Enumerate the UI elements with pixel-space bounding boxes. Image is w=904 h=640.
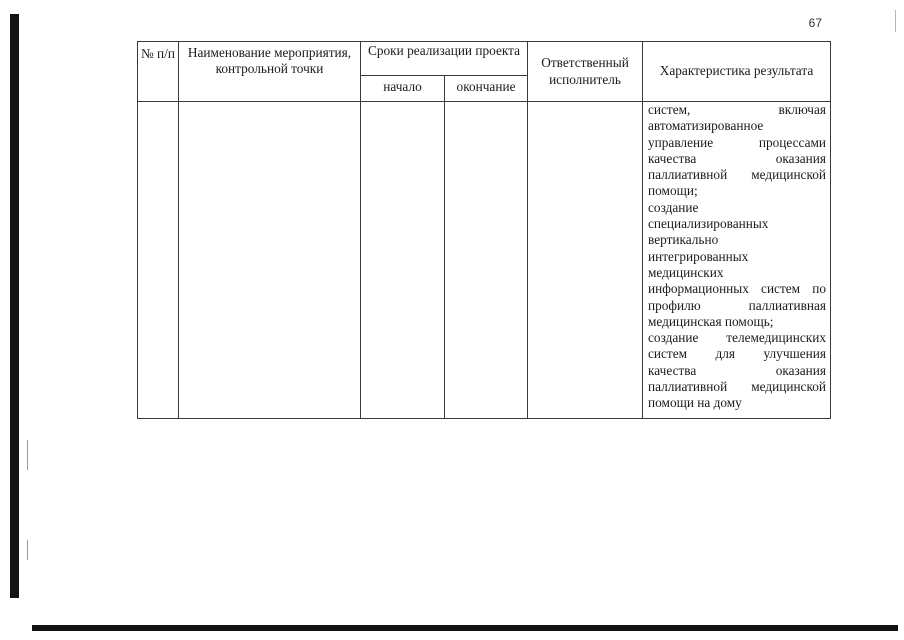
result-line: управление процессами [648, 134, 827, 150]
result-line: автоматизированное [648, 118, 764, 134]
header-terms: Сроки реализации проекта [361, 42, 528, 76]
table-row [138, 102, 831, 419]
result-line: паллиативной медицинской [648, 167, 827, 183]
result-line: паллиативной медицинской [648, 379, 827, 395]
cell-result [643, 102, 831, 419]
scan-speck [895, 10, 896, 32]
cell-event-name [179, 102, 361, 419]
result-line: качества оказания [648, 150, 827, 166]
scan-edge-bottom [32, 625, 898, 631]
result-line: помощи; [648, 183, 698, 199]
result-description [648, 102, 826, 412]
header-result: Характеристика результата [643, 42, 831, 102]
result-line: систем для улучшения [648, 346, 827, 362]
result-line: создание [648, 199, 699, 215]
result-line: профилю паллиативная [648, 297, 827, 313]
result-line: систем, включая [648, 102, 827, 117]
result-line: помощи на дому [648, 395, 742, 411]
header-responsible: Ответственный исполнитель [528, 42, 643, 102]
header-event-name: Наименование мероприятия, контрольной точки [179, 42, 361, 102]
cell-end [445, 102, 528, 419]
result-line: интегрированных [648, 248, 749, 264]
scan-speck [27, 540, 28, 560]
project-table [137, 41, 831, 419]
header-start: начало [361, 76, 445, 102]
scan-edge-left [10, 14, 19, 598]
result-line: создание телемедицинских [648, 330, 827, 346]
cell-number [138, 102, 179, 419]
result-line: информационных систем по [648, 281, 827, 297]
cell-responsible [528, 102, 643, 419]
result-line: вертикально [648, 232, 719, 248]
header-end: окончание [445, 76, 528, 102]
result-line: специализированных [648, 216, 769, 232]
header-row [138, 42, 831, 76]
result-line: качества оказания [648, 362, 827, 378]
page-number: 67 [808, 16, 822, 30]
cell-start [361, 102, 445, 419]
result-line: медицинских [648, 264, 724, 280]
header-number: № п/п [138, 42, 179, 102]
scan-speck [27, 440, 28, 470]
result-line: медицинская помощь; [648, 313, 774, 329]
